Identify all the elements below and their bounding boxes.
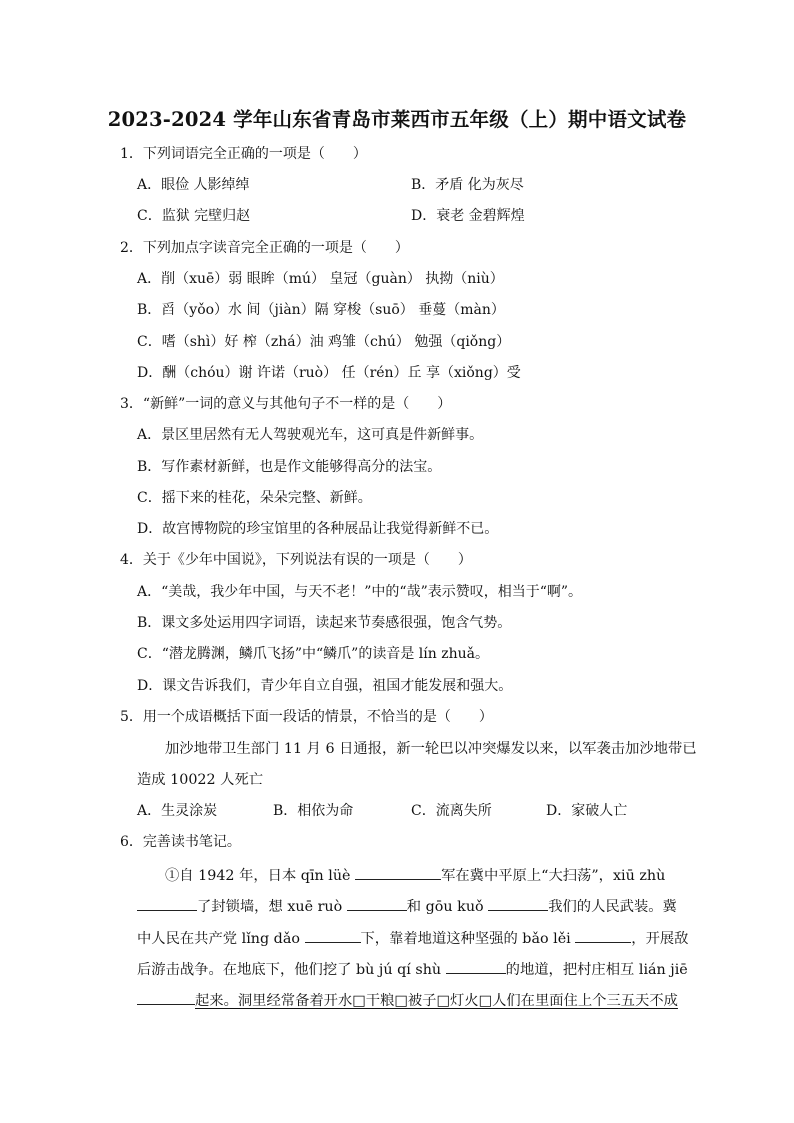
question-4-stem: 4．关于《少年中国说》，下列说法有误的一项是（ ） bbox=[120, 552, 472, 568]
reading-note-line-4 bbox=[137, 958, 688, 980]
fill-blank-xueruo[interactable] bbox=[347, 895, 407, 911]
question-3-option-a: A．景区里居然有无人驾驶观光车，这可真是件新鲜事。 bbox=[137, 427, 484, 443]
question-1-option-b: B．矛盾 化为灰尽 bbox=[411, 177, 524, 193]
fill-blank-goukuo[interactable] bbox=[488, 895, 548, 911]
question-5-option-d: D．家破人亡 bbox=[546, 803, 628, 819]
reading-note-text: ，开展敌 bbox=[631, 931, 689, 947]
question-5-option-a: A．生灵涂炭 bbox=[137, 803, 218, 819]
reading-note-text: 我们的人民武装。冀 bbox=[548, 899, 677, 915]
question-4-option-d: D．课文告诉我们，青少年自立自强，祖国才能发展和强大。 bbox=[137, 678, 513, 694]
question-2-option-c: C．嗜（shì）好 榨（zhá）油 鸡雏（chú） 勉强（qiǒng） bbox=[137, 334, 511, 350]
fill-blank-qinlue[interactable] bbox=[355, 864, 441, 880]
exam-title: 2023-2024 学年山东省青岛市莱西市五年级（上）期中语文试卷 bbox=[107, 108, 687, 131]
question-5-passage-line-1: 加沙地带卫生部门 11 月 6 日通报，新一轮巴以冲突爆发以来，以军袭击加沙地带已 bbox=[165, 741, 697, 757]
fill-blank-bujuqishu[interactable] bbox=[446, 958, 506, 974]
reading-note-text: 和 gōu kuǒ bbox=[406, 899, 489, 915]
question-2-option-a: A．削（xuē）弱 眼眸（mú） 皇冠（guàn） 执拗（niù） bbox=[137, 271, 504, 287]
question-1-stem: 1．下列词语完全正确的一项是（ ） bbox=[120, 146, 367, 162]
reading-note-line-2 bbox=[137, 895, 677, 917]
question-2-option-b: B．舀（yǒo）水 间（jiàn）隔 穿梭（suō） 垂蔓（màn） bbox=[137, 302, 505, 318]
question-1-option-a: A．眼俭 人影绰绰 bbox=[137, 177, 250, 193]
reading-note-line-5 bbox=[137, 989, 677, 1011]
reading-note-line-1 bbox=[165, 864, 705, 886]
reading-note-text: 后游击战争。在地底下，他们挖了 bù jú qí shù bbox=[137, 962, 446, 978]
question-3-option-c: C．摇下来的桂花，朵朵完整、新鲜。 bbox=[137, 490, 372, 506]
reading-note-text: 了封锁墙，想 xuē ruò bbox=[197, 899, 347, 915]
fill-blank-xiuzhu[interactable] bbox=[137, 895, 197, 911]
reading-note-text: 军在冀中平原上“大扫荡”，xiū zhù bbox=[441, 868, 666, 884]
fill-blank-lingdao[interactable] bbox=[305, 927, 361, 943]
question-2-stem: 2．下列加点字读音完全正确的一项是（ ） bbox=[120, 240, 409, 256]
question-5-option-b: B．相依为命 bbox=[273, 803, 354, 819]
fill-blank-lianjie[interactable] bbox=[137, 989, 195, 1005]
reading-note-text: 起来。洞里经常备着开水□干粮□被子□灯火□人们在里面住上个三五天不成 bbox=[195, 993, 678, 1009]
question-2-option-d: D．酬（chóu）谢 许诺（ruò） 任（rén）丘 享（xiǒng）受 bbox=[137, 365, 521, 381]
reading-note-text: ①自 1942 年，日本 qīn lüè bbox=[165, 868, 356, 884]
question-5-option-c: C．流离失所 bbox=[411, 803, 492, 819]
question-1-option-d: D．衰老 金碧辉煌 bbox=[411, 208, 525, 224]
question-6-stem: 6．完善读书笔记。 bbox=[120, 834, 241, 850]
question-4-option-a: A．“美哉，我少年中国，与天不老！”中的“哉”表示赞叹，相当于“啊”。 bbox=[137, 584, 583, 600]
question-4-option-b: B．课文多处运用四字词语，读起来节奏感很强，饱含气势。 bbox=[137, 615, 512, 631]
reading-note-text: 的地道，把村庄相互 lián jiē bbox=[505, 962, 688, 978]
question-5-stem: 5．用一个成语概括下面一段话的情景，不恰当的是（ ） bbox=[120, 709, 493, 725]
fill-blank-baolei[interactable] bbox=[575, 927, 631, 943]
question-5-passage-line-2: 造成 10022 人死亡 bbox=[137, 772, 264, 788]
question-3-option-d: D．故宫博物院的珍宝馆里的各种展品让我觉得新鲜不已。 bbox=[137, 521, 499, 537]
question-1-option-c: C．监狱 完壁归赵 bbox=[137, 208, 251, 224]
reading-note-line-3 bbox=[137, 927, 689, 949]
question-4-option-c: C．“潜龙腾渊，鳞爪飞扬”中“鳞爪”的读音是 lín zhuǎ。 bbox=[137, 646, 489, 662]
question-3-stem: 3．“新鲜”一词的意义与其他句子不一样的是（ ） bbox=[120, 396, 452, 412]
reading-note-text: 下，靠着地道这种坚强的 bǎo lěi bbox=[360, 931, 576, 947]
reading-note-text: 中人民在共产党 lǐng dǎo bbox=[137, 931, 305, 947]
question-3-option-b: B．写作素材新鲜，也是作文能够得高分的法宝。 bbox=[137, 459, 442, 475]
